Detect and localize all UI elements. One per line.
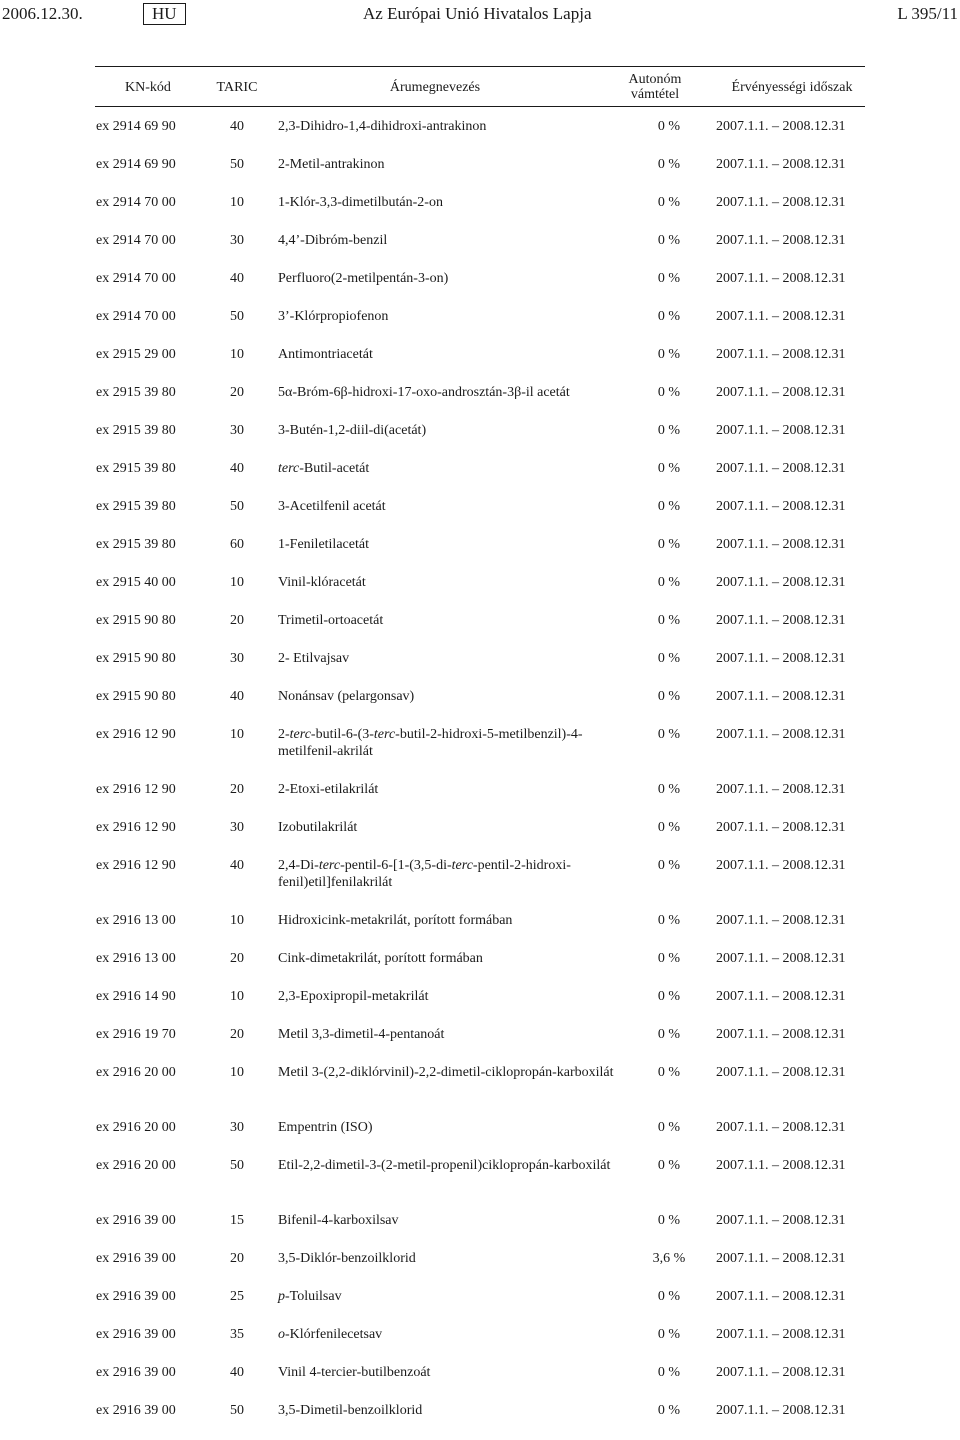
kn-code-cell: ex 2915 39 80 xyxy=(96,423,176,438)
page-number: L 395/11 xyxy=(897,4,958,23)
description-cell xyxy=(276,1326,636,1364)
kn-code-cell: ex 2915 39 80 xyxy=(96,461,176,476)
description-cell: 3’-Klórpropiofenon xyxy=(278,309,389,324)
description-cell: Nonánsav (pelargonsav) xyxy=(278,689,415,704)
taric-code-cell: 10 xyxy=(230,989,244,1004)
kn-code-cell: ex 2916 19 70 xyxy=(96,1027,176,1042)
table-top-rule xyxy=(95,66,865,67)
journal-title: Az Európai Unió Hivatalos Lapja xyxy=(363,4,592,23)
table-row xyxy=(96,1157,886,1212)
taric-code-cell: 50 xyxy=(230,1403,244,1418)
rate-cell: 0 % xyxy=(657,858,681,873)
taric-code-cell: 25 xyxy=(230,1289,244,1304)
kn-code-cell: ex 2916 39 00 xyxy=(96,1327,176,1342)
description-italic-part: terc xyxy=(278,461,300,476)
description-italic-part: p xyxy=(278,1289,285,1304)
rate-cell: 0 % xyxy=(657,1403,681,1418)
table-row xyxy=(96,308,886,346)
kn-code-cell: ex 2914 70 00 xyxy=(96,309,176,324)
kn-code-cell: ex 2916 13 00 xyxy=(96,913,176,928)
table-row xyxy=(96,1119,886,1157)
rate-cell: 0 % xyxy=(657,423,681,438)
description-cell: 2,3-Epoxipropil-metakrilát xyxy=(278,989,429,1004)
description-cell xyxy=(276,1288,636,1326)
validity-period-cell: 2007.1.1. – 2008.12.31 xyxy=(716,575,846,590)
kn-code-cell: ex 2916 20 00 xyxy=(96,1120,176,1135)
rate-cell: 0 % xyxy=(657,989,681,1004)
description-cell: Perfluoro(2-metilpentán-3-on) xyxy=(278,271,449,286)
table-row xyxy=(96,346,886,384)
description-rest: -Klórfenilecetsav xyxy=(285,1327,383,1342)
table-row xyxy=(96,988,886,1026)
validity-period-cell: 2007.1.1. – 2008.12.31 xyxy=(716,1403,846,1418)
description-cell: Vinil-klóracetát xyxy=(278,575,366,590)
validity-period-cell: 2007.1.1. – 2008.12.31 xyxy=(716,423,846,438)
validity-period-cell: 2007.1.1. – 2008.12.31 xyxy=(716,385,846,400)
table-row xyxy=(96,460,886,498)
validity-period-cell: 2007.1.1. – 2008.12.31 xyxy=(716,1251,846,1266)
description-cell: 2- Etilvajsav xyxy=(278,651,350,666)
tariff-table xyxy=(96,118,886,1440)
table-row xyxy=(96,270,886,308)
rate-cell: 0 % xyxy=(657,951,681,966)
validity-period-cell: 2007.1.1. – 2008.12.31 xyxy=(716,689,846,704)
description-rest: -Toluilsav xyxy=(285,1289,342,1304)
kn-code-cell: ex 2915 39 80 xyxy=(96,499,176,514)
taric-code-cell: 15 xyxy=(230,1213,244,1228)
taric-code-cell: 10 xyxy=(230,727,244,742)
table-row xyxy=(96,194,886,232)
description-cell: 2-Metil-antrakinon xyxy=(278,157,385,172)
description-italic-part: terc xyxy=(318,858,341,873)
rate-cell: 0 % xyxy=(657,1213,681,1228)
kn-code-cell: ex 2915 90 80 xyxy=(96,689,176,704)
rate-cell: 3,6 % xyxy=(652,1251,686,1266)
description-cell: Trimetil-ortoacetát xyxy=(278,613,384,628)
taric-code-cell: 50 xyxy=(230,1158,244,1173)
validity-period-cell: 2007.1.1. – 2008.12.31 xyxy=(716,119,846,134)
taric-code-cell: 10 xyxy=(230,347,244,362)
validity-period-cell: 2007.1.1. – 2008.12.31 xyxy=(716,1120,846,1135)
description-rest: -Butil-acetát xyxy=(299,461,370,476)
validity-period-cell: 2007.1.1. – 2008.12.31 xyxy=(716,782,846,797)
table-row xyxy=(96,384,886,422)
taric-code-cell: 30 xyxy=(230,820,244,835)
rate-cell: 0 % xyxy=(657,727,681,742)
table-row xyxy=(96,726,886,781)
kn-code-cell: ex 2915 90 80 xyxy=(96,651,176,666)
validity-period-cell: 2007.1.1. – 2008.12.31 xyxy=(716,499,846,514)
rate-cell: 0 % xyxy=(657,1027,681,1042)
taric-code-cell: 40 xyxy=(230,271,244,286)
table-row xyxy=(96,1402,886,1440)
rate-cell: 0 % xyxy=(657,820,681,835)
taric-code-cell: 20 xyxy=(230,1251,244,1266)
table-row xyxy=(96,118,886,156)
col-header-taric: TARIC xyxy=(216,80,258,95)
kn-code-cell: ex 2916 20 00 xyxy=(96,1158,176,1173)
rate-cell: 0 % xyxy=(657,385,681,400)
taric-code-cell: 20 xyxy=(230,782,244,797)
kn-code-cell: ex 2915 90 80 xyxy=(96,613,176,628)
table-row xyxy=(96,950,886,988)
rate-cell: 0 % xyxy=(657,119,681,134)
taric-code-cell: 10 xyxy=(230,575,244,590)
kn-code-cell: ex 2916 39 00 xyxy=(96,1365,176,1380)
description-cell: Hidroxicink-metakrilát, porított formában xyxy=(278,913,513,928)
description-cell: 1-Klór-3,3-dimetilbután-2-on xyxy=(278,195,443,210)
validity-period-cell: 2007.1.1. – 2008.12.31 xyxy=(716,1027,846,1042)
kn-code-cell: ex 2914 70 00 xyxy=(96,233,176,248)
validity-period-cell: 2007.1.1. – 2008.12.31 xyxy=(716,913,846,928)
validity-period-cell: 2007.1.1. – 2008.12.31 xyxy=(716,1365,846,1380)
taric-code-cell: 60 xyxy=(230,537,244,552)
kn-code-cell: ex 2916 12 90 xyxy=(96,727,176,742)
kn-code-cell: ex 2916 12 90 xyxy=(96,820,176,835)
kn-code-cell: ex 2916 12 90 xyxy=(96,782,176,797)
description-cell: Etil-2,2-dimetil-3-(2-metil-propenil)ciklopropán-karboxilát xyxy=(278,1158,611,1173)
rate-cell: 0 % xyxy=(657,1327,681,1342)
rate-cell: 0 % xyxy=(657,913,681,928)
taric-code-cell: 40 xyxy=(230,119,244,134)
rate-cell: 0 % xyxy=(657,1365,681,1380)
kn-code-cell: ex 2916 39 00 xyxy=(96,1289,176,1304)
col-header-kn: KN-kód xyxy=(125,80,171,95)
table-row xyxy=(96,156,886,194)
validity-period-cell: 2007.1.1. – 2008.12.31 xyxy=(716,271,846,286)
table-row xyxy=(96,536,886,574)
taric-code-cell: 50 xyxy=(230,157,244,172)
description-cell: 2-terc-butil-6-(3-terc-butil-2-hidroxi-5-metilbenzil)-4-metilfenil-akrilát xyxy=(278,727,583,759)
table-row xyxy=(96,1326,886,1364)
rate-cell: 0 % xyxy=(657,271,681,286)
taric-code-cell: 30 xyxy=(230,423,244,438)
taric-code-cell: 10 xyxy=(230,913,244,928)
validity-period-cell: 2007.1.1. – 2008.12.31 xyxy=(716,1327,846,1342)
rate-cell: 0 % xyxy=(657,537,681,552)
description-cell: Empentrin (ISO) xyxy=(278,1120,373,1135)
table-row xyxy=(96,1026,886,1064)
language-badge: HU xyxy=(143,3,186,25)
tariff-table-body xyxy=(96,118,886,1440)
kn-code-cell: ex 2914 70 00 xyxy=(96,195,176,210)
validity-period-cell: 2007.1.1. – 2008.12.31 xyxy=(716,309,846,324)
rate-cell: 0 % xyxy=(657,1065,681,1080)
validity-period-cell: 2007.1.1. – 2008.12.31 xyxy=(716,1213,846,1228)
validity-period-cell: 2007.1.1. – 2008.12.31 xyxy=(716,347,846,362)
validity-period-cell: 2007.1.1. – 2008.12.31 xyxy=(716,157,846,172)
rate-cell: 0 % xyxy=(657,613,681,628)
table-row xyxy=(96,650,886,688)
validity-period-cell: 2007.1.1. – 2008.12.31 xyxy=(716,727,846,742)
taric-code-cell: 20 xyxy=(230,951,244,966)
kn-code-cell: ex 2916 39 00 xyxy=(96,1251,176,1266)
description-cell: Cink-dimetakrilát, porított formában xyxy=(278,951,483,966)
validity-period-cell: 2007.1.1. – 2008.12.31 xyxy=(716,233,846,248)
rate-cell: 0 % xyxy=(657,347,681,362)
kn-code-cell: ex 2916 13 00 xyxy=(96,951,176,966)
description-cell: Metil 3,3-dimetil-4-pentanoát xyxy=(278,1027,445,1042)
col-header-period: Érvényességi időszak xyxy=(731,80,853,95)
description-cell: 2,4-Di-terc-pentil-6-[1-(3,5-di-terc-pentil-2-hidroxi-fenil)etil]fenilakrilát xyxy=(278,858,571,890)
validity-period-cell: 2007.1.1. – 2008.12.31 xyxy=(716,1158,846,1173)
table-row xyxy=(96,1288,886,1326)
kn-code-cell: ex 2916 14 90 xyxy=(96,989,176,1004)
description-cell: 3,5-Dimetil-benzoilklorid xyxy=(278,1403,423,1418)
taric-code-cell: 30 xyxy=(230,651,244,666)
validity-period-cell: 2007.1.1. – 2008.12.31 xyxy=(716,820,846,835)
description-cell: 1-Feniletilacetát xyxy=(278,537,369,552)
kn-code-cell: ex 2916 12 90 xyxy=(96,858,176,873)
rate-cell: 0 % xyxy=(657,1158,681,1173)
description-cell: 3,5-Diklór-benzoilklorid xyxy=(278,1251,416,1266)
table-header-rule xyxy=(95,106,865,107)
kn-code-cell: ex 2914 70 00 xyxy=(96,271,176,286)
taric-code-cell: 40 xyxy=(230,858,244,873)
description-italic-part: terc xyxy=(451,858,473,873)
description-cell: Antimontriacetát xyxy=(278,347,373,362)
rate-cell: 0 % xyxy=(657,157,681,172)
description-cell: Izobutilakrilát xyxy=(278,820,358,835)
taric-code-cell: 50 xyxy=(230,309,244,324)
description-cell: 5α-Bróm-6β-hidroxi-17-oxo-androsztán-3β-il acetát xyxy=(278,385,570,400)
description-cell: Vinil 4-tercier-butilbenzoát xyxy=(278,1365,431,1380)
taric-code-cell: 10 xyxy=(230,195,244,210)
table-row xyxy=(96,232,886,270)
taric-code-cell: 35 xyxy=(230,1327,244,1342)
validity-period-cell: 2007.1.1. – 2008.12.31 xyxy=(716,1289,846,1304)
description-italic-part: terc xyxy=(289,727,311,742)
description-cell: Bifenil-4-karboxilsav xyxy=(278,1213,399,1228)
taric-code-cell: 20 xyxy=(230,613,244,628)
taric-code-cell: 20 xyxy=(230,1027,244,1042)
table-row xyxy=(96,1250,886,1288)
taric-code-cell: 50 xyxy=(230,499,244,514)
kn-code-cell: ex 2916 39 00 xyxy=(96,1213,176,1228)
rate-header-line1: Autonóm xyxy=(628,72,682,87)
description-cell: 3-Butén-1,2-diil-di(acetát) xyxy=(278,423,427,438)
kn-code-cell: ex 2914 69 90 xyxy=(96,157,176,172)
table-row xyxy=(96,1212,886,1250)
description-cell: 2-Etoxi-etilakrilát xyxy=(278,782,379,797)
table-row xyxy=(96,1364,886,1402)
description-italic-part: terc xyxy=(373,727,396,742)
taric-code-cell: 40 xyxy=(230,689,244,704)
kn-code-cell: ex 2916 39 00 xyxy=(96,1403,176,1418)
kn-code-cell: ex 2915 40 00 xyxy=(96,575,176,590)
table-row xyxy=(96,1064,886,1119)
validity-period-cell: 2007.1.1. – 2008.12.31 xyxy=(716,951,846,966)
rate-cell: 0 % xyxy=(657,309,681,324)
table-row xyxy=(96,422,886,460)
table-row xyxy=(96,819,886,857)
description-italic-part: o xyxy=(278,1327,285,1342)
kn-code-cell: ex 2914 69 90 xyxy=(96,119,176,134)
table-row xyxy=(96,688,886,726)
table-row xyxy=(96,498,886,536)
rate-cell: 0 % xyxy=(657,689,681,704)
table-row xyxy=(96,612,886,650)
validity-period-cell: 2007.1.1. – 2008.12.31 xyxy=(716,1065,846,1080)
description-cell xyxy=(276,460,636,498)
table-row xyxy=(96,781,886,819)
rate-cell: 0 % xyxy=(657,782,681,797)
issue-date: 2006.12.30. xyxy=(2,4,83,23)
rate-cell: 0 % xyxy=(657,499,681,514)
table-row xyxy=(96,857,886,912)
rate-cell: 0 % xyxy=(657,233,681,248)
validity-period-cell: 2007.1.1. – 2008.12.31 xyxy=(716,858,846,873)
taric-code-cell: 40 xyxy=(230,1365,244,1380)
description-cell: 2,3-Dihidro-1,4-dihidroxi-antrakinon xyxy=(278,119,487,134)
validity-period-cell: 2007.1.1. – 2008.12.31 xyxy=(716,613,846,628)
description-cell: 4,4’-Dibróm-benzil xyxy=(278,233,388,248)
kn-code-cell: ex 2915 39 80 xyxy=(96,537,176,552)
rate-cell: 0 % xyxy=(657,461,681,476)
taric-code-cell: 40 xyxy=(230,461,244,476)
table-row xyxy=(96,912,886,950)
rate-cell: 0 % xyxy=(657,575,681,590)
taric-code-cell: 10 xyxy=(230,1065,244,1080)
rate-header-line2: vámtétel xyxy=(630,87,680,102)
description-cell: Metil 3-(2,2-diklórvinil)-2,2-dimetil-ciklopropán-karboxilát xyxy=(278,1065,614,1080)
kn-code-cell: ex 2915 29 00 xyxy=(96,347,176,362)
kn-code-cell: ex 2915 39 80 xyxy=(96,385,176,400)
taric-code-cell: 30 xyxy=(230,1120,244,1135)
validity-period-cell: 2007.1.1. – 2008.12.31 xyxy=(716,195,846,210)
page-header xyxy=(0,0,960,30)
rate-cell: 0 % xyxy=(657,195,681,210)
col-header-rate xyxy=(612,72,698,102)
validity-period-cell: 2007.1.1. – 2008.12.31 xyxy=(716,989,846,1004)
validity-period-cell: 2007.1.1. – 2008.12.31 xyxy=(716,461,846,476)
validity-period-cell: 2007.1.1. – 2008.12.31 xyxy=(716,537,846,552)
rate-cell: 0 % xyxy=(657,1120,681,1135)
rate-cell: 0 % xyxy=(657,1289,681,1304)
taric-code-cell: 20 xyxy=(230,385,244,400)
validity-period-cell: 2007.1.1. – 2008.12.31 xyxy=(716,651,846,666)
table-row xyxy=(96,574,886,612)
taric-code-cell: 30 xyxy=(230,233,244,248)
description-cell: 3-Acetilfenil acetát xyxy=(278,499,386,514)
col-header-description: Árumegnevezés xyxy=(389,80,481,95)
kn-code-cell: ex 2916 20 00 xyxy=(96,1065,176,1080)
rate-cell: 0 % xyxy=(657,651,681,666)
